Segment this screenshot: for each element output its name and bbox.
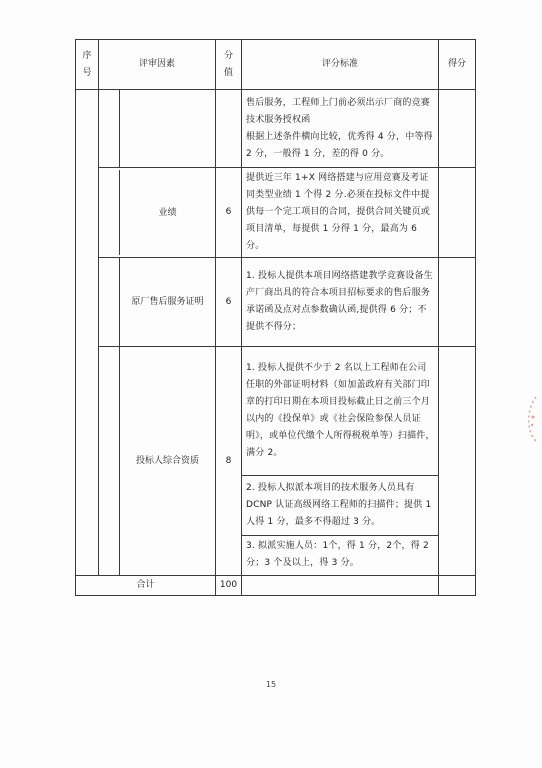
- score-cell: 8: [216, 347, 242, 576]
- criteria-cell: [242, 475, 439, 535]
- table-row: [76, 168, 476, 258]
- header-score-text: 分 值: [223, 50, 233, 78]
- points-cell: [439, 168, 476, 258]
- score-cell: 6: [216, 168, 242, 258]
- criteria-text: 售后服务，工程师上门前必须出示厂商的竞赛技术服务授权函: [246, 97, 431, 125]
- scoring-table: [75, 39, 476, 596]
- factor-cell: [99, 168, 216, 258]
- factor-cell: [99, 347, 216, 576]
- table-row: [76, 90, 476, 168]
- table-row: [76, 347, 476, 476]
- criteria-text: 2. 投标人拟派本项目的技术服务人员具有 DCNP 认证高级网络工程师的扫描件；提供 1 人得 1 分，最多不得超过 3 分。: [246, 482, 432, 527]
- criteria-cell: [242, 347, 439, 476]
- total-score: 100: [216, 576, 242, 596]
- header-no: [76, 40, 99, 90]
- criteria-text: 1. 投标人提供不少于 2 名以上工程师在公司任职的外部证明材料（如加盖政府有关部门印章的打印日期在本项目投标截止日之前三个月以内的《投保单》或《社会保险参保人员证明》，或单位代缴个人所得税税单等）扫描件，满分 2。: [246, 362, 435, 458]
- header-factor: [99, 40, 216, 90]
- criteria-text: 3. 拟派实施人员：1个，得 1 分，2个，得 2 分；3 个及以上，得 3 分。: [246, 541, 429, 569]
- total-row: [76, 576, 476, 596]
- points-cell: [439, 347, 476, 576]
- table-row: [76, 258, 476, 347]
- header-points-text: 得分: [447, 59, 466, 69]
- points-cell: [439, 258, 476, 347]
- criteria-cell: [242, 168, 439, 258]
- score-cell: [216, 90, 242, 168]
- header-criteria-text: 评分标准: [321, 59, 358, 69]
- table-header-row: [76, 40, 476, 90]
- factor-label: 投标人综合资质: [135, 456, 199, 466]
- criteria-text: 根据上述条件横向比较，优秀得 4 分，中等得 2 分，一般得 1 分，差的得 0 分。: [246, 131, 433, 159]
- total-points-cell: [439, 576, 476, 596]
- row-number-cell: [76, 90, 99, 576]
- header-criteria: [242, 40, 439, 90]
- factor-cell: [99, 258, 216, 347]
- total-label: 合计: [76, 576, 216, 596]
- criteria-text: 1. 投标人提供本项目网络搭建教学竞赛设备生产厂商出具的符合本项目招标要求的售后服务承诺函及点对点参数确认函,提供得 6 分；不提供不得分；: [246, 271, 433, 332]
- header-points: [439, 40, 476, 90]
- criteria-cell: [242, 90, 439, 168]
- page-number: 15: [265, 680, 277, 689]
- criteria-text: 提供近三年 1+X 网络搭建与应用竞赛及考证同类型业绩 1 个得 2 分.必须在投标文件中提供每一个完工项目的合同，提供合同关键页或项目清单，每提供 1 分得 1 分，最高为 6 分。: [246, 173, 431, 251]
- factor-label: 原厂售后服务证明: [131, 297, 204, 307]
- criteria-cell: [242, 535, 439, 575]
- header-factor-text: 评审因素: [138, 59, 175, 69]
- factor-cell: [99, 90, 216, 168]
- header-score: [216, 40, 242, 90]
- seal-stamp-fragment: [524, 395, 538, 443]
- criteria-cell: [242, 258, 439, 347]
- score-cell: 6: [216, 258, 242, 347]
- points-cell: [439, 90, 476, 168]
- factor-label: 业绩: [158, 207, 177, 218]
- header-no-text: 序 号: [82, 50, 92, 78]
- total-criteria-cell: [242, 576, 439, 596]
